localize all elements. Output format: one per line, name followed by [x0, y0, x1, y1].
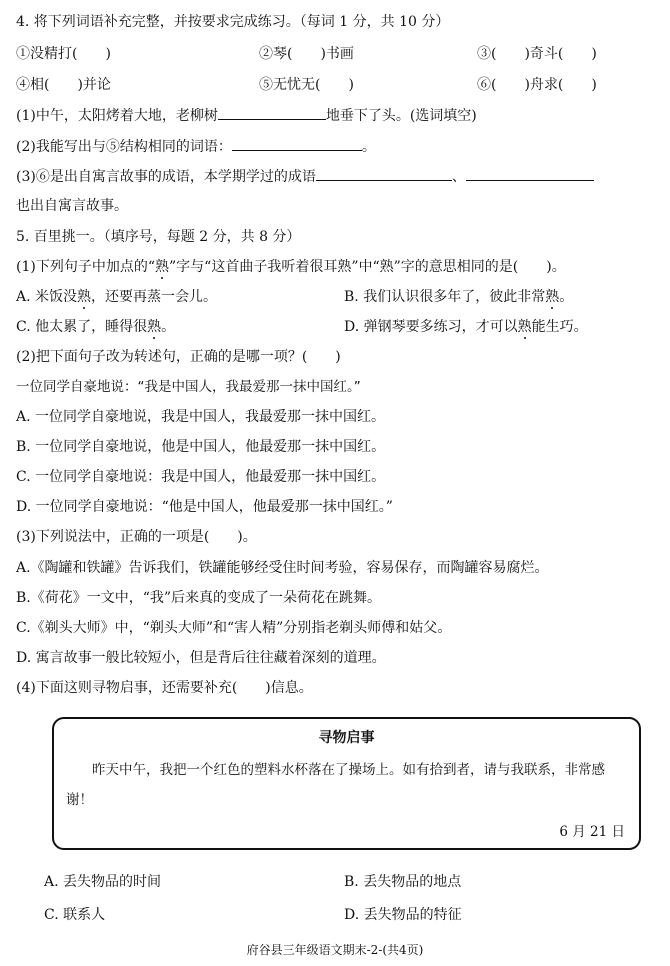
page-footer: 府谷县三年级语文期末-2-(共4页) — [246, 943, 424, 957]
q5-p1-d-dotted: 熟 — [517, 319, 532, 335]
q5-p1-option-d[interactable] — [344, 318, 588, 336]
q5-p1-a-text: A. 米饭没 — [16, 289, 78, 305]
q5-p3-option-d[interactable]: D. 寓言故事一般比较短小，但是背后往往藏着深刻的道理。 — [16, 650, 386, 666]
q4-sub1-text-b: 地垂下了头。(选词填空) — [325, 108, 477, 124]
q5-p1-c-dotted: 熟 — [147, 319, 162, 335]
q5-p1-c-text: C. 他太累了，睡得很 — [16, 319, 148, 335]
q4-word-6: ⑥( )舟求( ) — [477, 77, 597, 93]
notice-body: 昨天中午，我把一个红色的塑料水杯落在了操场上。如有拾到者，请与我联系，非常感谢！ — [66, 762, 605, 808]
q5-p1-stem — [16, 258, 566, 276]
q5-p1-a-text-b: ，还要再蒸一会儿。 — [91, 289, 218, 305]
q5-p1-d-text-b: 能生巧。 — [531, 319, 588, 335]
q5-p3-stem: (3)下列说法中，正确的一项是( )。 — [16, 529, 257, 545]
q4-word-4: ④相( )并论 — [16, 77, 111, 93]
q5-p2-option-b[interactable]: B. 一位同学自豪地说，他是中国人，他最爱那一抹中国红。 — [16, 439, 386, 455]
lost-item-notice-box — [52, 717, 641, 850]
q4-sub3-sep: 、 — [451, 169, 466, 185]
q4-word-1: ①没精打( ) — [16, 46, 111, 62]
q5-p4-option-c[interactable]: C. 联系人 — [44, 907, 106, 923]
q5-p4-option-b[interactable]: B. 丢失物品的地点 — [344, 874, 462, 890]
q5-p1-b-dotted: 熟 — [545, 289, 560, 305]
q5-p4-option-d[interactable]: D. 丢失物品的特征 — [344, 907, 462, 923]
q5-p1-option-c[interactable] — [16, 318, 175, 336]
q4-sub1-blank[interactable] — [218, 106, 326, 120]
q4-sub3 — [16, 167, 594, 186]
q5-p1-stem-b: ”字与“这首曲子我听着很耳 — [169, 259, 338, 275]
q5-title: 5. 百里挑一。（填序号，每题 2 分，共 8 分） — [16, 229, 301, 245]
q4-sub2-text-b: 。 — [361, 139, 376, 155]
q5-p1-stem-a: (1)下列句子中加点的“ — [16, 259, 155, 275]
q5-p2-option-c[interactable]: C. 一位同学自豪地说：我是中国人，他最爱那一抹中国红。 — [16, 469, 386, 485]
q4-sub3-blank-2[interactable] — [466, 167, 594, 181]
q4-title: 4. 将下列词语补充完整，并按要求完成练习。（每词 1 分，共 10 分） — [16, 14, 450, 30]
q5-p4-stem: (4)下面这则寻物启事，还需要补充( )信息。 — [16, 680, 313, 696]
notice-date: 6 月 21 日 — [559, 824, 625, 840]
q5-p1-stem-dotted: 熟 — [155, 259, 169, 275]
q4-sub3-cont: 也出自寓言故事。 — [16, 198, 128, 214]
q4-sub2-text-a: (2)我能写出与⑤结构相同的词语： — [16, 139, 232, 155]
q5-p2-quote: 一位同学自豪地说：“我是中国人，我最爱那一抹中国红。” — [16, 379, 361, 395]
notice-title: 寻物启事 — [318, 730, 375, 746]
q4-sub1-text-a: (1)中午，太阳烤着大地，老柳树 — [16, 108, 218, 124]
q4-sub1 — [16, 106, 477, 125]
q5-p2-option-a[interactable]: A. 一位同学自豪地说，我是中国人，我最爱那一抹中国红。 — [16, 409, 386, 425]
q5-p1-a-dotted: 熟 — [77, 289, 92, 305]
q5-p1-option-a[interactable] — [16, 288, 217, 306]
q5-p1-d-text: D. 弹钢琴要多练习，才可以 — [344, 319, 518, 335]
q5-p2-option-d[interactable]: D. 一位同学自豪地说：“他是中国人，他最爱那一抹中国红。” — [16, 499, 393, 515]
q5-p1-stem-c: ”中“熟”字的意思相同的是( )。 — [351, 259, 566, 275]
q5-p3-option-a[interactable]: A.《陶罐和铁罐》告诉我们，铁罐能够经受住时间考验，容易保存，而陶罐容易腐烂。 — [16, 560, 549, 576]
q4-word-2: ②琴( )书画 — [259, 46, 354, 62]
q4-sub3-text-a: (3)⑥是出自寓言故事的成语，本学期学过的成语 — [16, 169, 316, 185]
q5-p4-option-a[interactable]: A. 丢失物品的时间 — [44, 874, 162, 890]
q4-word-3: ③( )奇斗( ) — [477, 46, 597, 62]
q4-sub2-blank[interactable] — [232, 137, 362, 151]
q5-p1-option-b[interactable] — [344, 288, 573, 306]
q5-p3-option-c[interactable]: C.《剃头大师》中，“剃头大师”和“害人精”分别指老剃头师傅和姑父。 — [16, 620, 452, 636]
q5-p3-option-b[interactable]: B.《荷花》一文中，“我”后来真的变成了一朵荷花在跳舞。 — [16, 590, 382, 606]
q5-p1-b-text-b: 。 — [559, 289, 574, 305]
q4-sub3-blank-1[interactable] — [316, 167, 452, 181]
q5-p1-stem-dotted-2: 熟 — [337, 259, 352, 275]
q5-p1-c-text-b: 。 — [161, 319, 176, 335]
q5-p1-b-text: B. 我们认识很多年了，彼此非常 — [344, 289, 546, 305]
q4-sub2 — [16, 137, 376, 156]
q4-word-5: ⑤无忧无( ) — [259, 77, 354, 93]
q5-p2-stem: (2)把下面句子改为转述句，正确的是哪一项？( ) — [16, 349, 341, 365]
